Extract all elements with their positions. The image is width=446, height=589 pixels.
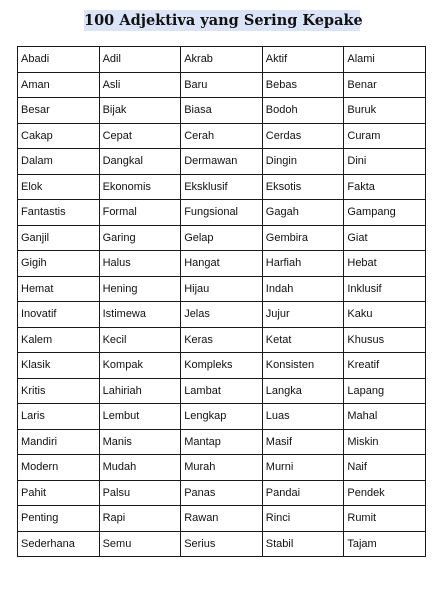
table-cell: Serius <box>181 531 263 557</box>
table-cell: Jelas <box>181 302 263 328</box>
table-row <box>18 506 426 532</box>
table-cell: Formal <box>99 200 181 226</box>
table-cell: Aktif <box>262 47 344 73</box>
table-cell: Mudah <box>99 455 181 481</box>
page-title: 100 Adjektiva yang Sering Kepake <box>84 12 363 29</box>
table-cell: Mahal <box>344 404 426 430</box>
table-cell: Sederhana <box>18 531 100 557</box>
table-cell: Kalem <box>18 327 100 353</box>
table-cell: Kecil <box>99 327 181 353</box>
table-cell: Hebat <box>344 251 426 277</box>
table-row <box>18 123 426 149</box>
table-cell: Kompleks <box>181 353 263 379</box>
table-cell: Besar <box>18 98 100 124</box>
table-row <box>18 276 426 302</box>
table-cell: Alami <box>344 47 426 73</box>
table-cell: Eksklusif <box>181 174 263 200</box>
table-cell: Masif <box>262 429 344 455</box>
table-cell: Manis <box>99 429 181 455</box>
table-cell: Palsu <box>99 480 181 506</box>
table-cell: Aman <box>18 72 100 98</box>
table-cell: Kreatif <box>344 353 426 379</box>
table-cell: Dangkal <box>99 149 181 175</box>
table-cell: Akrab <box>181 47 263 73</box>
table-cell: Pahit <box>18 480 100 506</box>
table-cell: Keras <box>181 327 263 353</box>
table-cell: Baru <box>181 72 263 98</box>
table-cell: Fungsional <box>181 200 263 226</box>
table-cell: Inovatif <box>18 302 100 328</box>
table-cell: Khusus <box>344 327 426 353</box>
table-row <box>18 455 426 481</box>
table-cell: Gelap <box>181 225 263 251</box>
table-cell: Buruk <box>344 98 426 124</box>
table-row <box>18 378 426 404</box>
table-cell: Abadi <box>18 47 100 73</box>
table-cell: Kompak <box>99 353 181 379</box>
table-cell: Hemat <box>18 276 100 302</box>
table-cell: Penting <box>18 506 100 532</box>
table-row <box>18 531 426 557</box>
table-cell: Kritis <box>18 378 100 404</box>
table-cell: Panas <box>181 480 263 506</box>
table-cell: Murah <box>181 455 263 481</box>
table-cell: Bijak <box>99 98 181 124</box>
table-row <box>18 353 426 379</box>
table-cell: Giat <box>344 225 426 251</box>
table-cell: Mantap <box>181 429 263 455</box>
table-cell: Cakap <box>18 123 100 149</box>
table-row <box>18 302 426 328</box>
table-row <box>18 72 426 98</box>
table-cell: Dingin <box>262 149 344 175</box>
table-cell: Lapang <box>344 378 426 404</box>
table-row <box>18 149 426 175</box>
table-cell: Hangat <box>181 251 263 277</box>
table-cell: Dini <box>344 149 426 175</box>
table-cell: Adil <box>99 47 181 73</box>
table-cell: Pandai <box>262 480 344 506</box>
table-cell: Ganjil <box>18 225 100 251</box>
table-cell: Halus <box>99 251 181 277</box>
table-cell: Inklusif <box>344 276 426 302</box>
table-cell: Pendek <box>344 480 426 506</box>
table-cell: Elok <box>18 174 100 200</box>
table-cell: Naif <box>344 455 426 481</box>
table-row <box>18 47 426 73</box>
table-cell: Garing <box>99 225 181 251</box>
table-row <box>18 200 426 226</box>
table-cell: Rumit <box>344 506 426 532</box>
table-cell: Klasik <box>18 353 100 379</box>
table-cell: Curam <box>344 123 426 149</box>
table-cell: Ketat <box>262 327 344 353</box>
table-cell: Hijau <box>181 276 263 302</box>
table-cell: Konsisten <box>262 353 344 379</box>
table-cell: Asli <box>99 72 181 98</box>
table-cell: Lengkap <box>181 404 263 430</box>
table-cell: Rawan <box>181 506 263 532</box>
table-cell: Cepat <box>99 123 181 149</box>
table-cell: Rinci <box>262 506 344 532</box>
adjective-table-body <box>18 47 426 557</box>
table-cell: Murni <box>262 455 344 481</box>
table-cell: Laris <box>18 404 100 430</box>
table-cell: Eksotis <box>262 174 344 200</box>
table-cell: Benar <box>344 72 426 98</box>
table-cell: Miskin <box>344 429 426 455</box>
table-cell: Cerah <box>181 123 263 149</box>
table-cell: Modern <box>18 455 100 481</box>
table-cell: Indah <box>262 276 344 302</box>
table-cell: Gembira <box>262 225 344 251</box>
table-row <box>18 480 426 506</box>
table-cell: Rapi <box>99 506 181 532</box>
table-cell: Ekonomis <box>99 174 181 200</box>
table-cell: Harfiah <box>262 251 344 277</box>
table-cell: Langka <box>262 378 344 404</box>
table-cell: Bodoh <box>262 98 344 124</box>
table-cell: Fakta <box>344 174 426 200</box>
table-cell: Bebas <box>262 72 344 98</box>
table-cell: Biasa <box>181 98 263 124</box>
table-cell: Luas <box>262 404 344 430</box>
table-row <box>18 404 426 430</box>
table-cell: Istimewa <box>99 302 181 328</box>
table-cell: Semu <box>99 531 181 557</box>
table-row <box>18 251 426 277</box>
table-cell: Stabil <box>262 531 344 557</box>
table-cell: Cerdas <box>262 123 344 149</box>
table-cell: Fantastis <box>18 200 100 226</box>
table-cell: Gigih <box>18 251 100 277</box>
table-cell: Gagah <box>262 200 344 226</box>
table-cell: Mandiri <box>18 429 100 455</box>
table-row <box>18 98 426 124</box>
adjective-table <box>17 46 426 557</box>
table-row <box>18 327 426 353</box>
table-cell: Dermawan <box>181 149 263 175</box>
table-row <box>18 174 426 200</box>
table-cell: Kaku <box>344 302 426 328</box>
table-row <box>18 225 426 251</box>
table-row <box>18 429 426 455</box>
table-cell: Tajam <box>344 531 426 557</box>
table-cell: Lahiriah <box>99 378 181 404</box>
table-cell: Gampang <box>344 200 426 226</box>
table-cell: Dalam <box>18 149 100 175</box>
table-cell: Lembut <box>99 404 181 430</box>
table-cell: Lambat <box>181 378 263 404</box>
table-cell: Hening <box>99 276 181 302</box>
table-cell: Jujur <box>262 302 344 328</box>
